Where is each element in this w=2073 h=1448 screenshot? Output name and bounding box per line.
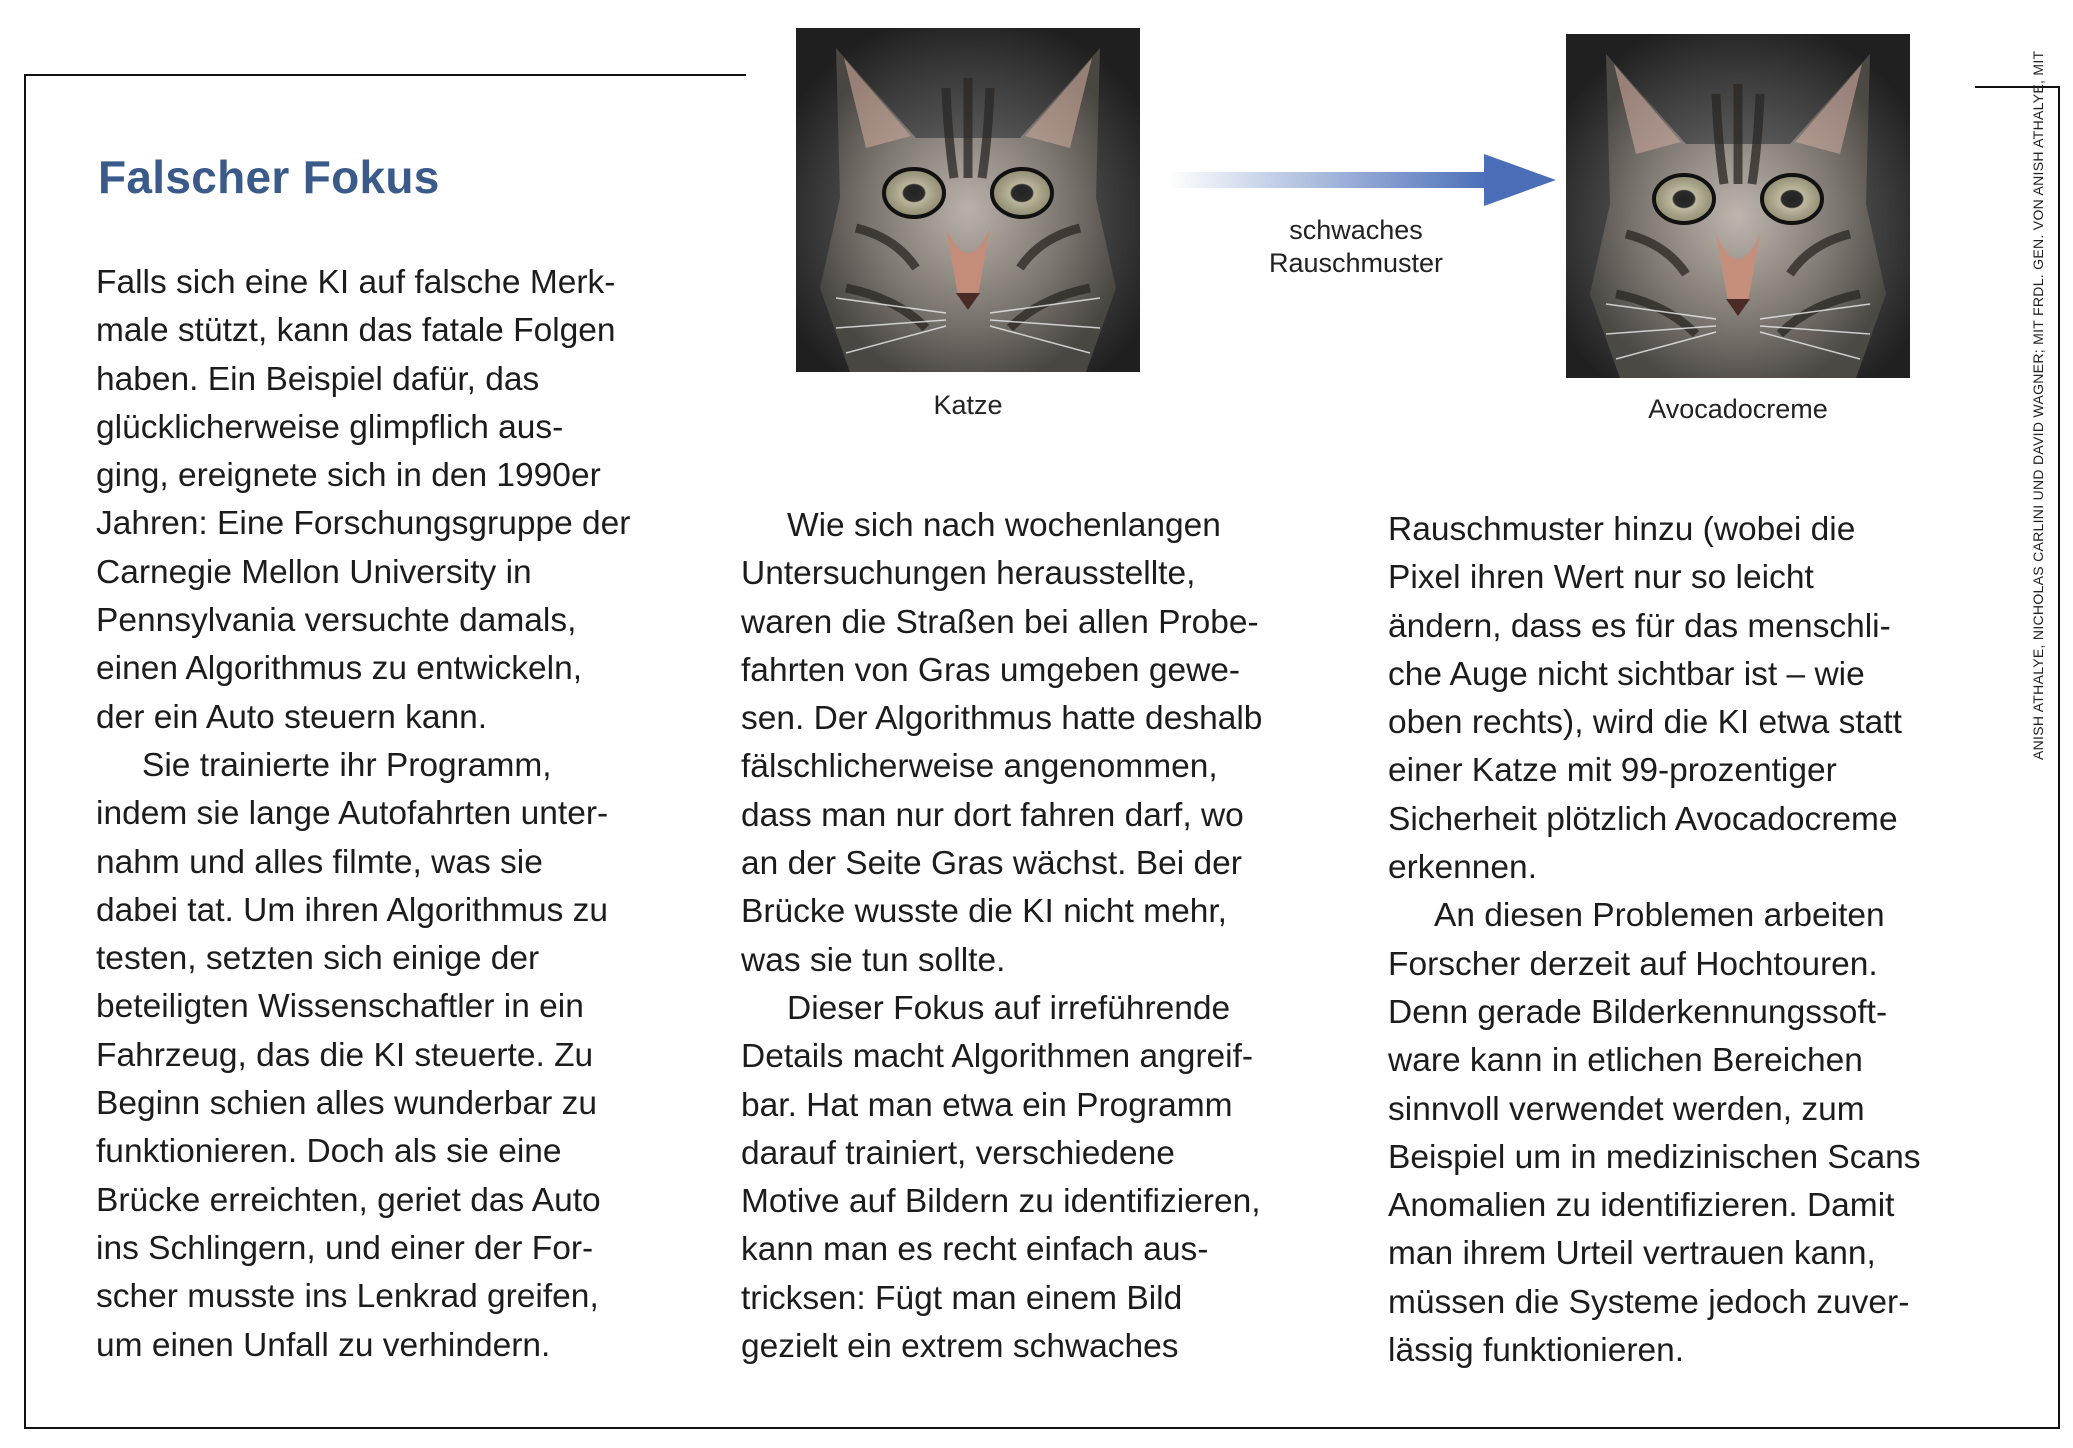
- arrow-right-icon: [1168, 150, 1560, 210]
- frame-right: [2058, 86, 2060, 1429]
- text-line: dass man nur dort fahren darf, wo: [741, 796, 1244, 834]
- text-line: haben. Ein Beispiel dafür, das: [96, 360, 540, 398]
- cat-photo-perturbed: [1566, 34, 1910, 378]
- paragraph: [1388, 506, 2008, 892]
- text-line: Beispiel um in medizinischen Scans: [1388, 1138, 1921, 1176]
- text-line: Forscher derzeit auf Hochtouren.: [1388, 945, 1878, 983]
- text-line: An diesen Problemen arbeiten: [1434, 897, 1885, 935]
- text-line: an der Seite Gras wächst. Bei der: [741, 845, 1242, 883]
- text-line: ins Schlingern, und einer der For-: [96, 1229, 594, 1267]
- text-line: erkennen.: [1388, 849, 1537, 887]
- text-line: man ihrem Urteil vertrauen kann,: [1388, 1235, 1876, 1273]
- text-line: lässig funktionieren.: [1388, 1332, 1685, 1370]
- paragraph: [1388, 892, 2008, 1375]
- text-line: indem sie lange Autofahrten unter-: [96, 795, 609, 833]
- article-column-2: [741, 502, 1341, 1371]
- text-line: Carnegie Mellon University in: [96, 553, 532, 591]
- text-line: Brücke wusste die KI nicht mehr,: [741, 893, 1227, 931]
- text-line: Denn gerade Bilderkennungssoft-: [1388, 993, 1888, 1031]
- text-line: Dieser Fokus auf irreführende: [787, 989, 1231, 1027]
- text-line: Rauschmuster hinzu (wobei die: [1388, 511, 1856, 548]
- text-line: gezielt ein extrem schwaches: [741, 1328, 1179, 1366]
- text-line: Sie trainierte ihr Programm,: [142, 746, 552, 784]
- frame-bottom: [24, 1427, 2060, 1429]
- frame-top-right: [1975, 86, 2060, 88]
- text-line: testen, setzten sich einige der: [96, 940, 540, 978]
- text-line: oben rechts), wird die KI etwa statt: [1388, 704, 1902, 742]
- text-line: Motive auf Bildern zu identifizieren,: [741, 1183, 1261, 1221]
- text-line: Brücke erreichten, geriet das Auto: [96, 1181, 601, 1219]
- cat-face-icon: [1566, 34, 1910, 378]
- article-column-1: [96, 259, 696, 1370]
- caption-perturbed: Avocadocreme: [1648, 394, 1828, 424]
- text-line: glücklicherweise glimpflich aus-: [96, 408, 564, 446]
- text-line: bar. Hat man etwa ein Programm: [741, 1086, 1233, 1124]
- text-line: funktionieren. Doch als sie eine: [96, 1133, 562, 1171]
- arrow-label: [1226, 214, 1486, 280]
- image-credit: ANISH ATHALYE, NICHOLAS CARLINI UND DAVID WAGNER; MIT FRDL. GEN. VON ANISH ATHALYE, MIT: [2030, 50, 2046, 760]
- text-line: nahm und alles filmte, was sie: [96, 843, 543, 881]
- text-line: waren die Straßen bei allen Probe-: [741, 603, 1259, 641]
- text-line: sen. Der Algorithmus hatte deshalb: [741, 700, 1263, 738]
- text-line: fahrten von Gras umgeben gewe-: [741, 651, 1241, 689]
- text-line: Jahren: Eine Forschungsgruppe der: [96, 505, 631, 543]
- text-line: darauf trainiert, verschiedene: [741, 1134, 1175, 1172]
- text-line: um einen Unfall zu verhindern.: [96, 1326, 551, 1364]
- text-line: Wie sich nach wochenlangen: [787, 507, 1221, 544]
- paragraph: [741, 502, 1341, 985]
- text-line: kann man es recht einfach aus-: [741, 1231, 1209, 1269]
- arrow-label-line1: schwaches: [1289, 215, 1423, 245]
- caption-original: Katze: [933, 390, 1003, 420]
- article-column-3: [1388, 506, 2008, 1375]
- text-line: müssen die Systeme jedoch zuver-: [1388, 1283, 1910, 1321]
- article-title: Falscher Fokus: [98, 151, 440, 203]
- text-line: Beginn schien alles wunderbar zu: [96, 1085, 597, 1123]
- text-line: einen Algorithmus zu entwickeln,: [96, 650, 583, 688]
- paragraph: [741, 985, 1341, 1371]
- cat-face-icon: [796, 28, 1140, 372]
- text-line: fälschlicherweise angenommen,: [741, 748, 1218, 786]
- text-line: dabei tat. Um ihren Algorithmus zu: [96, 891, 609, 929]
- text-line: Pennsylvania versuchte damals,: [96, 602, 577, 640]
- paragraph: [96, 259, 696, 742]
- text-line: einer Katze mit 99-prozentiger: [1388, 752, 1837, 790]
- text-line: ware kann in etlichen Bereichen: [1388, 1042, 1863, 1080]
- text-line: ging, ereignete sich in den 1990er: [96, 457, 601, 495]
- text-line: ändern, dass es für das menschli-: [1388, 607, 1891, 645]
- text-line: Untersuchungen herausstellte,: [741, 555, 1196, 593]
- text-line: der ein Auto steuern kann.: [96, 698, 488, 736]
- frame-left: [24, 74, 26, 1429]
- text-line: Anomalien zu identifizieren. Damit: [1388, 1187, 1895, 1225]
- text-line: beteiligten Wissenschaftler in ein: [96, 988, 584, 1026]
- text-line: Fahrzeug, das die KI steuerte. Zu: [96, 1036, 594, 1074]
- text-line: scher musste ins Lenkrad greifen,: [96, 1278, 599, 1316]
- paragraph: [96, 742, 696, 1370]
- arrow-label-line2: Rauschmuster: [1268, 248, 1444, 278]
- text-line: was sie tun sollte.: [741, 941, 1006, 979]
- text-line: sinnvoll verwendet werden, zum: [1388, 1090, 1865, 1128]
- text-line: che Auge nicht sichtbar ist – wie: [1388, 655, 1865, 693]
- cat-photo-original: [796, 28, 1140, 372]
- text-line: male stützt, kann das fatale Folgen: [96, 312, 616, 350]
- frame-top-left: [24, 74, 746, 76]
- text-line: tricksen: Fügt man einem Bild: [741, 1279, 1183, 1317]
- text-line: Pixel ihren Wert nur so leicht: [1388, 559, 1814, 597]
- text-line: Sicherheit plötzlich Avocadocreme: [1388, 800, 1898, 838]
- text-line: Details macht Algorithmen angreif-: [741, 1038, 1254, 1076]
- text-line: Falls sich eine KI auf falsche Merk-: [96, 264, 616, 301]
